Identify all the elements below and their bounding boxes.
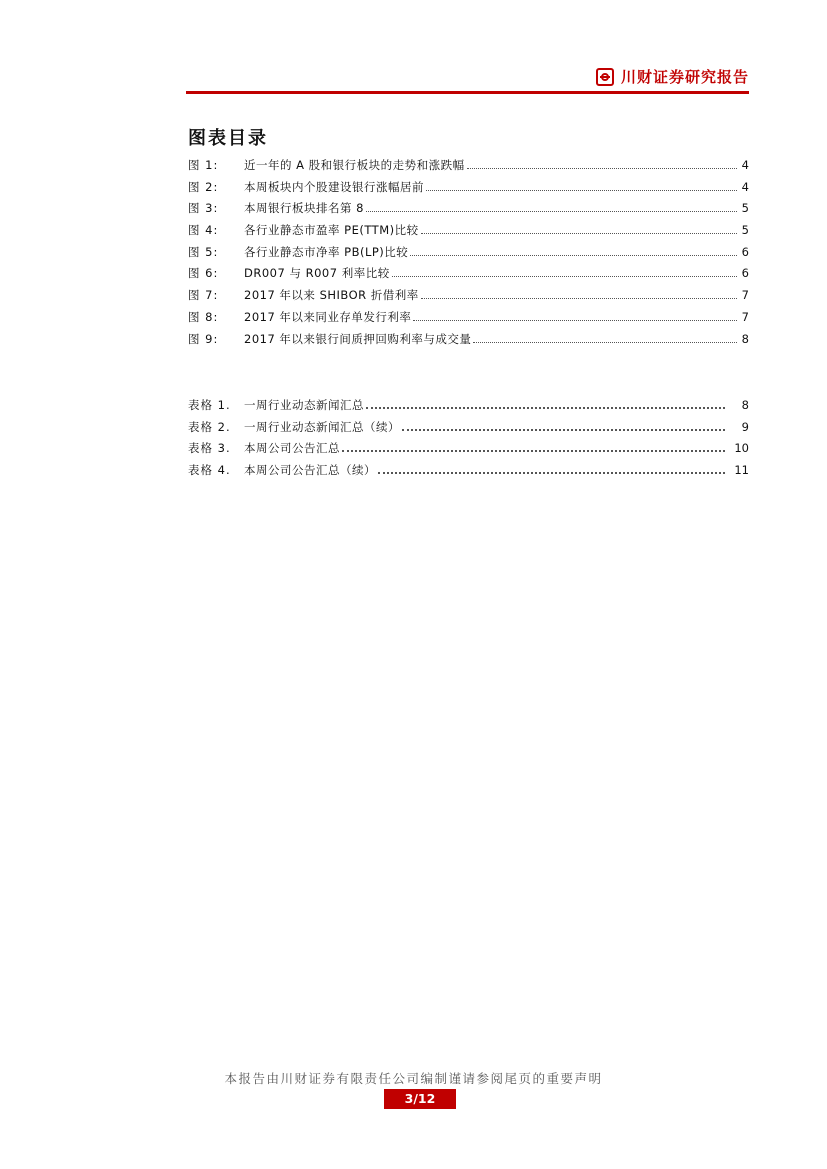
toc-entry-figure-6[interactable]	[188, 265, 749, 287]
entry-title: 一周行业动态新闻汇总	[244, 398, 364, 412]
dot-leader	[342, 450, 725, 452]
entry-title: 2017 年以来银行间质押回购利率与成交量	[244, 331, 472, 346]
entry-page: 7	[741, 309, 749, 324]
entry-label: 表格 2.	[188, 419, 231, 434]
toc-entry-figure-3[interactable]	[188, 200, 749, 222]
entry-title: 本周公司公告汇总	[244, 441, 340, 455]
entry-title: 本周公司公告汇总（续）	[244, 462, 376, 477]
table-list	[188, 397, 749, 483]
page-number-badge: 3/12	[384, 1089, 456, 1109]
entry-label: 表格 3.	[188, 441, 231, 455]
footer-disclaimer: 本报告由川财证券有限责任公司编制谨请参阅尾页的重要声明	[224, 1071, 603, 1086]
entry-label: 表格 4.	[188, 462, 231, 477]
entry-page: 6	[741, 266, 749, 281]
dot-leader	[473, 342, 737, 343]
toc-entry-figure-8[interactable]	[188, 309, 749, 331]
brand	[596, 66, 749, 87]
dot-leader	[402, 429, 725, 431]
entry-label: 图 2:	[188, 179, 219, 194]
entry-page: 11	[734, 462, 749, 477]
entry-label: 图 4:	[188, 223, 219, 238]
dot-leader	[421, 298, 737, 299]
entry-title: 近一年的 A 股和银行板块的走势和涨跌幅	[244, 158, 465, 172]
chuancai-logo-icon	[596, 68, 614, 86]
entry-label: 图 1:	[188, 158, 219, 172]
entry-title: 各行业静态市盈率 PE(TTM)比较	[244, 223, 419, 238]
entry-page: 10	[734, 441, 749, 455]
entry-page: 5	[741, 223, 749, 238]
figure-list	[188, 157, 749, 352]
toc-entry-table-4[interactable]	[188, 462, 749, 484]
entry-label: 图 3:	[188, 201, 219, 216]
toc-entry-table-2[interactable]	[188, 419, 749, 441]
toc-entry-figure-9[interactable]	[188, 331, 749, 353]
toc-entry-figure-5[interactable]	[188, 244, 749, 266]
brand-name: 川财证券研究报告	[620, 68, 749, 86]
entry-title: 各行业静态市净率 PB(LP)比较	[244, 244, 409, 259]
entry-title: 本周板块内个股建设银行涨幅居前	[244, 179, 424, 194]
dot-leader	[413, 320, 737, 321]
entry-page: 5	[741, 201, 749, 216]
entry-label: 图 6:	[188, 266, 219, 281]
dot-leader	[421, 233, 737, 234]
entry-title: 2017 年以来 SHIBOR 折借利率	[244, 288, 419, 303]
toc-entry-figure-1[interactable]	[188, 157, 749, 179]
entry-label: 图 8:	[188, 309, 219, 324]
dot-leader	[467, 168, 737, 169]
toc-entry-figure-2[interactable]	[188, 179, 749, 201]
toc-entry-figure-4[interactable]	[188, 222, 749, 244]
entry-title: 本周银行板块排名第 8	[244, 201, 364, 216]
dot-leader	[366, 211, 737, 212]
toc-entry-table-1[interactable]	[188, 397, 749, 419]
entry-title: 一周行业动态新闻汇总（续）	[244, 419, 400, 434]
dot-leader	[410, 255, 737, 256]
dot-leader	[392, 276, 737, 277]
dot-leader	[378, 472, 725, 474]
header-divider	[186, 91, 749, 94]
dot-leader	[366, 407, 725, 409]
entry-page: 9	[741, 419, 749, 434]
entry-label: 图 7:	[188, 288, 219, 303]
entry-label: 表格 1.	[188, 398, 231, 412]
entry-label: 图 5:	[188, 244, 219, 259]
entry-page: 8	[741, 331, 749, 346]
entry-title: DR007 与 R007 利率比较	[244, 266, 390, 281]
toc-entry-table-3[interactable]	[188, 440, 749, 462]
toc-entry-figure-7[interactable]	[188, 287, 749, 309]
page-header	[186, 66, 749, 94]
entry-page: 7	[741, 288, 749, 303]
entry-label: 图 9:	[188, 331, 219, 346]
entry-page: 8	[741, 398, 749, 412]
entry-page: 4	[741, 158, 749, 172]
dot-leader	[426, 190, 737, 191]
toc-title: 图表目录	[188, 128, 268, 149]
entry-title: 2017 年以来同业存单发行利率	[244, 309, 412, 324]
entry-page: 4	[741, 179, 749, 194]
entry-page: 6	[741, 244, 749, 259]
